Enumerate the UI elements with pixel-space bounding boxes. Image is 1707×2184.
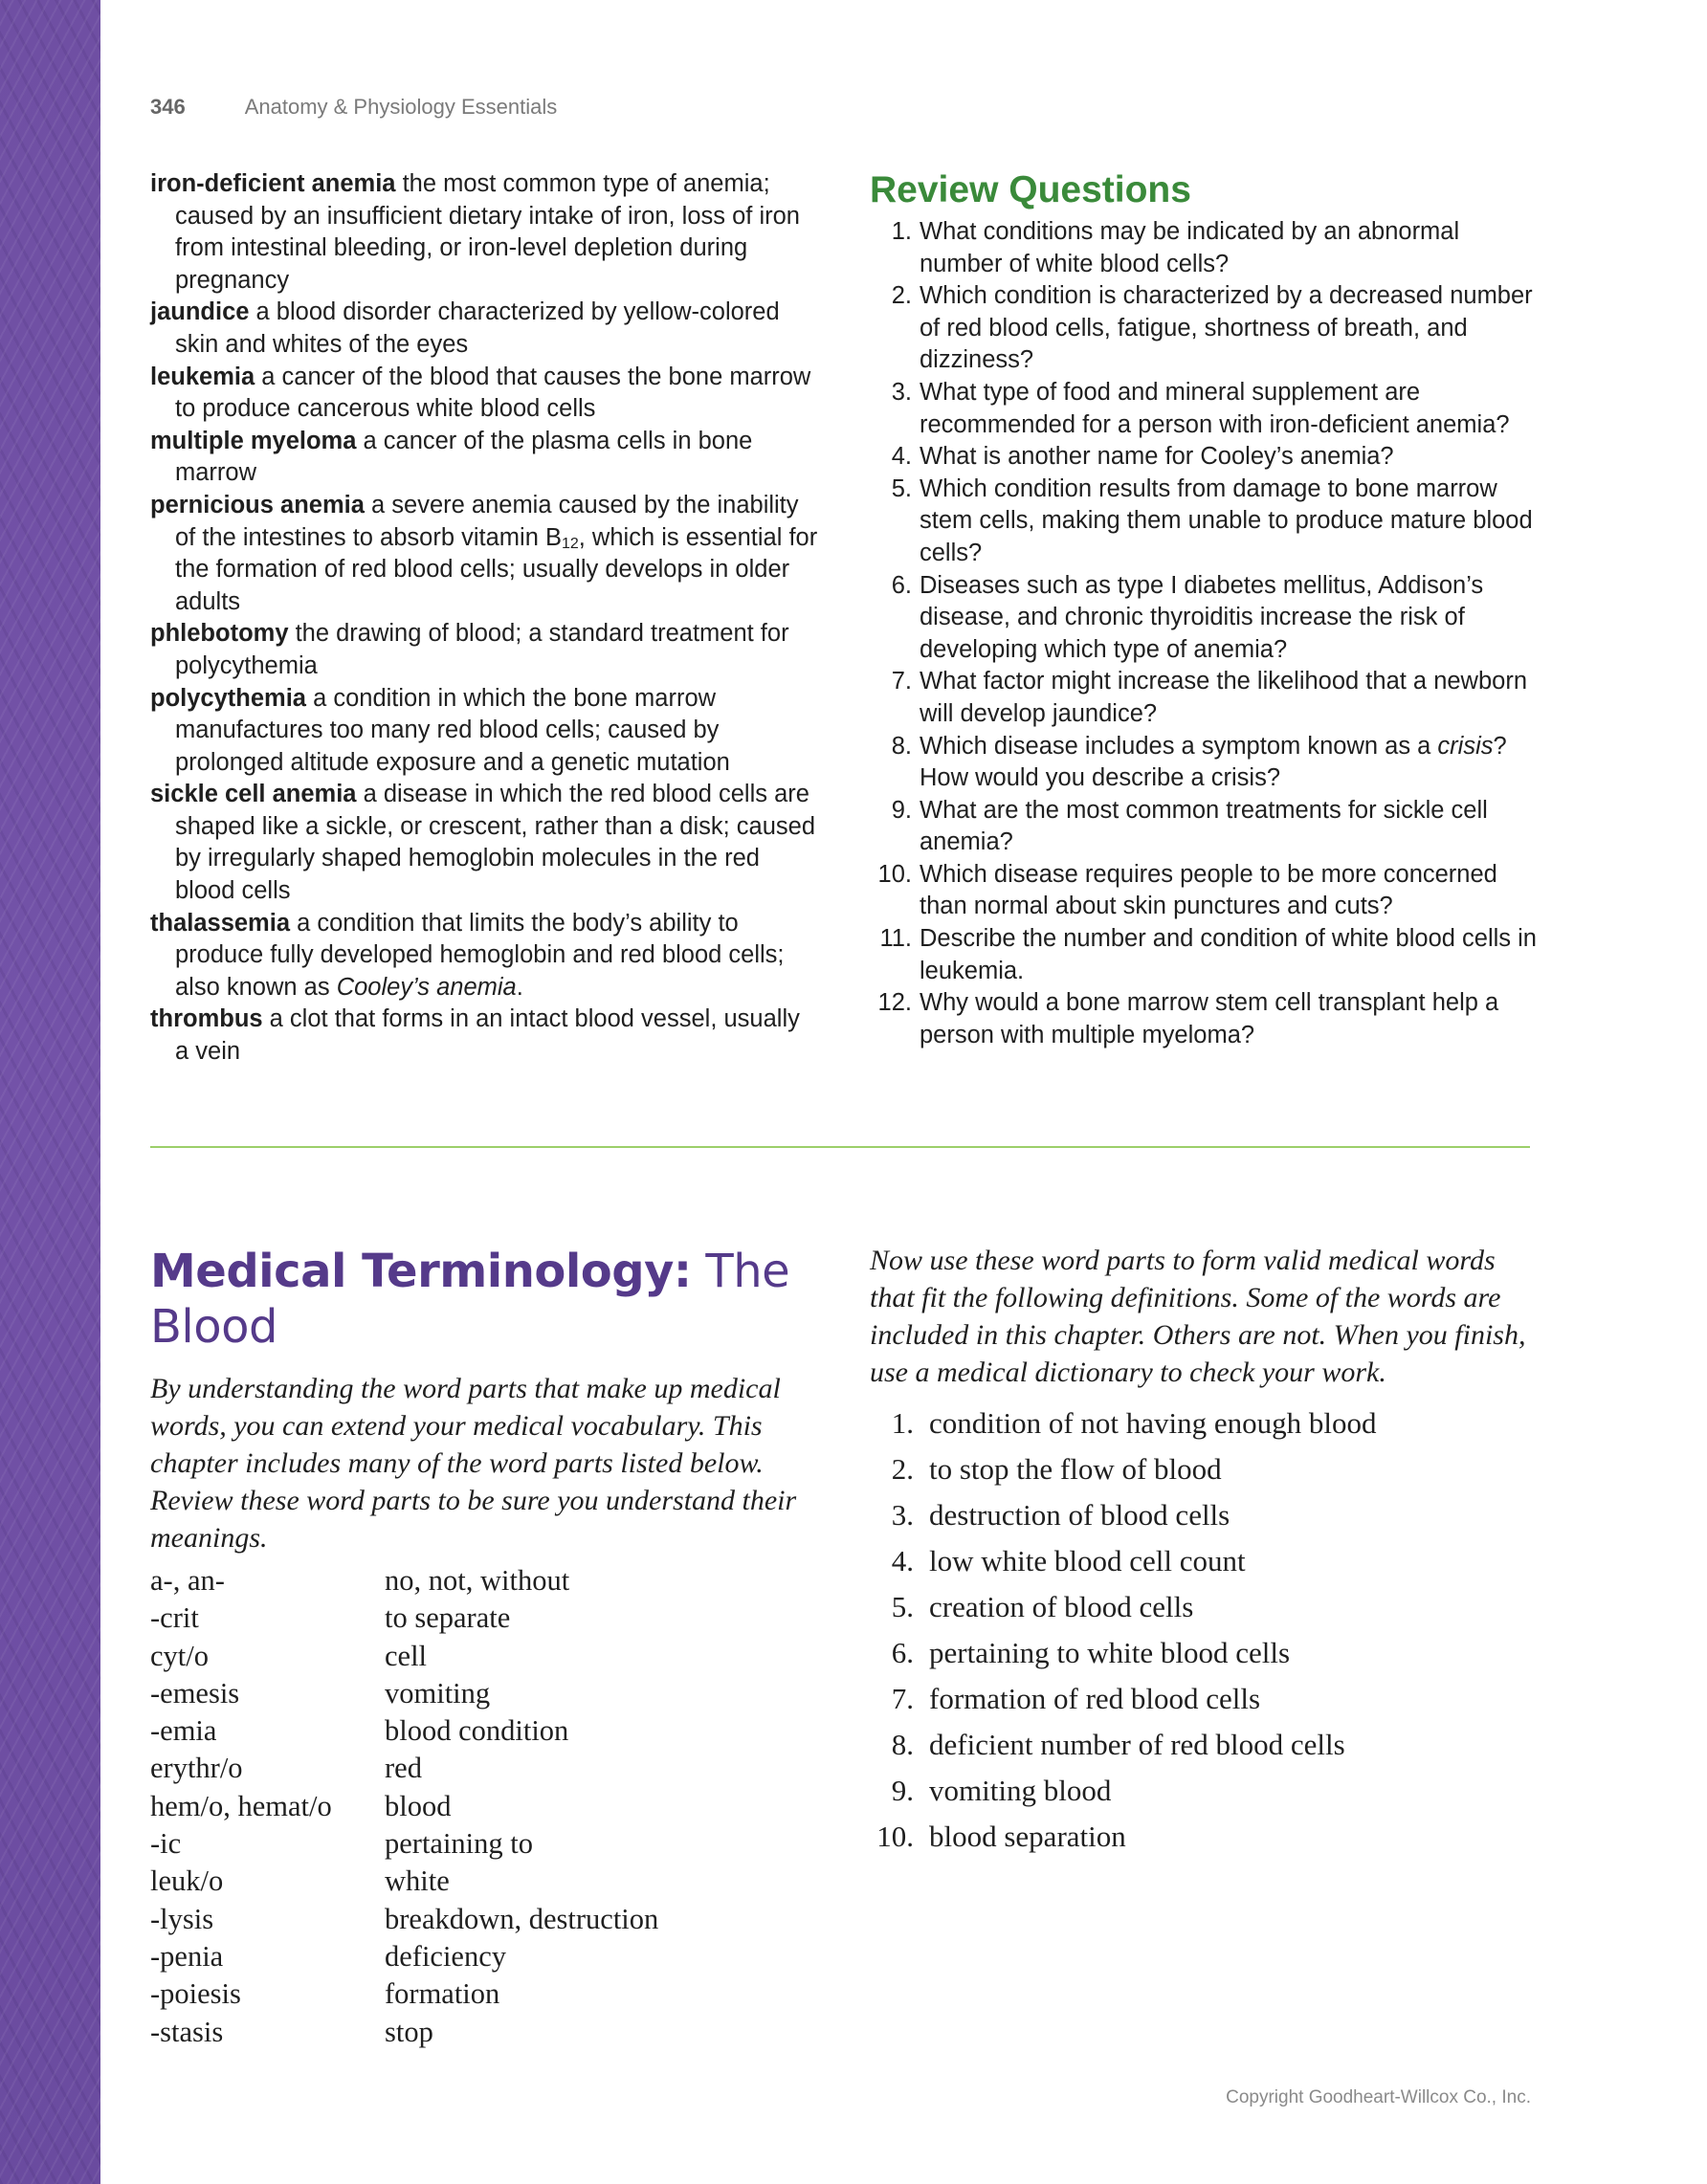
word-part: hem/o, hemat/o [150, 1789, 332, 1822]
word-part-meaning: to separate [385, 1601, 511, 1635]
review-questions-heading: Review Questions [870, 169, 1191, 210]
word-part-row [150, 1901, 839, 1938]
word-part: leuk/o [150, 1864, 224, 1898]
word-part-meaning: blood [385, 1789, 452, 1822]
question-italic-word: crisis [1437, 732, 1494, 760]
word-part-row [150, 1675, 839, 1712]
review-questions-section [870, 168, 1540, 1051]
glossary-definition: a blood disorder characterized by yellow-colored skin and whites of the eyes [175, 298, 780, 358]
glossary-term: jaundice [150, 298, 250, 326]
exercise-item [870, 1401, 1540, 1446]
glossary-entry [150, 683, 820, 780]
exercise-text: creation of blood cells [929, 1590, 1194, 1623]
review-question [870, 795, 1540, 859]
glossary-entry [150, 908, 820, 1004]
medical-terminology-section [150, 1244, 839, 2051]
exercise-number: 4. [891, 1544, 914, 1577]
review-question [870, 859, 1540, 923]
exercise-text: deficient number of red blood cells [929, 1728, 1345, 1761]
question-text-continued: ? How would you describe a crisis? [920, 732, 1507, 792]
question-number: 11. [879, 925, 912, 953]
glossary-definition-continued: , which is essential for the formation of red blood cells; usually develops in older adults [175, 523, 818, 615]
word-part-meaning: cell [385, 1639, 428, 1672]
copyright-notice: Copyright Goodheart-Willcox Co., Inc. [1226, 2087, 1531, 2107]
exercise-item [870, 1584, 1540, 1630]
word-part-meaning: vomiting [385, 1676, 491, 1710]
review-question [870, 474, 1540, 570]
word-part-row [150, 1712, 839, 1750]
word-part: erythr/o [150, 1752, 243, 1785]
question-number: 6. [891, 571, 912, 599]
word-part-row [150, 1599, 839, 1637]
glossary-definition: the drawing of blood; a standard treatment for polycythemia [175, 620, 789, 679]
glossary-term: thalassemia [150, 909, 291, 937]
exercise-item [870, 1768, 1540, 1814]
glossary-entry [150, 1004, 820, 1068]
word-part-meaning: deficiency [385, 1939, 507, 1973]
word-part: a-, an- [150, 1564, 225, 1597]
glossary-definition: a condition that limits the body’s ability to produce fully developed hemoglobin and red blood cells; also known as [175, 909, 785, 1001]
question-text: Which disease requires people to be more concerned than normal about skin punctures and cuts? [920, 860, 1497, 920]
glossary-entry [150, 168, 820, 297]
question-text: What is another name for Cooley’s anemia? [920, 443, 1394, 471]
word-part-row [150, 1825, 839, 1863]
word-part-row [150, 1863, 839, 1900]
heading-light-part: The Blood [150, 1245, 790, 1354]
glossary-italic-term: Cooley’s anemia [336, 973, 517, 1001]
exercise-text: vomiting blood [929, 1774, 1112, 1807]
glossary-term: pernicious anemia [150, 491, 365, 518]
exercise-number: 3. [891, 1498, 914, 1532]
word-part-row [150, 1562, 839, 1599]
exercise-text: to stop the flow of blood [929, 1452, 1222, 1486]
exercise-item [870, 1492, 1540, 1538]
glossary-entry [150, 426, 820, 490]
question-number: 2. [891, 282, 912, 310]
exercise-number: 7. [891, 1682, 914, 1715]
review-question [870, 923, 1540, 987]
word-part: cyt/o [150, 1639, 209, 1672]
glossary-entry [150, 490, 820, 618]
glossary-definition: the most common type of anemia; caused by an insufficient dietary intake of iron, loss of iron from intestinal bleeding, or iron-level depletion during pregnancy [175, 170, 800, 294]
review-question [870, 280, 1540, 377]
review-questions-list [870, 216, 1540, 1051]
word-part-row [150, 1638, 839, 1675]
word-part-meaning: blood condition [385, 1714, 569, 1748]
question-number: 3. [891, 378, 912, 406]
review-question [870, 666, 1540, 730]
exercise-item [870, 1676, 1540, 1722]
glossary-definition: a cancer of the plasma cells in bone marrow [175, 427, 753, 487]
exercise-text: pertaining to white blood cells [929, 1636, 1291, 1669]
question-text: What conditions may be indicated by an abnormal number of white blood cells? [920, 218, 1460, 277]
word-part-meaning: stop [385, 2015, 433, 2048]
glossary-definition: a severe anemia caused by the inability of the intestines to absorb vitamin B [175, 491, 799, 551]
question-number: 12. [877, 989, 912, 1017]
glossary-term: iron-deficient anemia [150, 170, 396, 197]
glossary [150, 168, 820, 1069]
review-question [870, 731, 1540, 795]
word-part: -emia [150, 1714, 217, 1748]
word-part-meaning: no, not, without [385, 1564, 570, 1597]
word-part: -stasis [150, 2015, 224, 2048]
glossary-definition: a clot that forms in an intact blood vessel, usually a vein [175, 1005, 800, 1066]
word-part-row [150, 1750, 839, 1787]
subscript: 12 [561, 535, 579, 552]
word-part: -crit [150, 1601, 199, 1635]
section-divider [150, 1146, 1530, 1148]
glossary-entry [150, 362, 820, 426]
question-text: Which condition results from damage to bone marrow stem cells, making them unable to produce mature blood cells? [920, 474, 1533, 566]
word-part-row [150, 1938, 839, 1975]
question-text: Why would a bone marrow stem cell transplant help a person with multiple myeloma? [920, 989, 1499, 1048]
word-part: -lysis [150, 1902, 214, 1935]
exercise-text: destruction of blood cells [929, 1498, 1230, 1532]
word-part-row [150, 1975, 839, 2013]
glossary-term: polycythemia [150, 684, 306, 712]
word-building-exercise [870, 1242, 1540, 1860]
word-part: -poiesis [150, 1977, 241, 2011]
glossary-term: leukemia [150, 363, 255, 390]
question-number: 8. [891, 732, 912, 760]
exercise-intro: Now use these word parts to form valid medical words that fit the following definitions. Some of the words are included in this chapter. Others are not. When you finish, use a medical dictionary to check your work. [870, 1245, 1526, 1388]
review-question [870, 987, 1540, 1051]
exercise-item [870, 1538, 1540, 1584]
glossary-entry [150, 297, 820, 361]
review-question [870, 570, 1540, 667]
exercise-item [870, 1446, 1540, 1492]
exercise-number: 9. [891, 1774, 914, 1807]
question-text: What factor might increase the likelihood that a newborn will develop jaundice? [920, 668, 1528, 727]
question-number: 7. [891, 668, 912, 695]
question-text: Describe the number and condition of white blood cells in leukemia. [920, 925, 1537, 984]
question-number: 5. [891, 474, 912, 502]
review-question [870, 377, 1540, 441]
exercise-number: 5. [891, 1590, 914, 1623]
exercise-number: 6. [891, 1636, 914, 1669]
exercise-text: formation of red blood cells [929, 1682, 1261, 1715]
exercise-item [870, 1722, 1540, 1768]
exercise-number: 2. [891, 1452, 914, 1486]
word-part: -ic [150, 1827, 182, 1861]
exercise-text: low white blood cell count [929, 1544, 1246, 1577]
word-part: -emesis [150, 1676, 240, 1710]
question-number: 1. [891, 218, 912, 245]
glossary-term: phlebotomy [150, 620, 289, 648]
word-part-meaning: white [385, 1864, 450, 1898]
question-text: What are the most common treatments for sickle cell anemia? [920, 796, 1488, 856]
medical-terminology-heading [150, 1244, 839, 1355]
question-number: 9. [891, 796, 912, 824]
question-text: Which condition is characterized by a decreased number of red blood cells, fatigue, shortness of breath, and dizziness? [920, 282, 1533, 374]
question-text: Diseases such as type I diabetes mellitus, Addison’s disease, and chronic thyroiditis increase the risk of developing which type of anemia? [920, 571, 1484, 663]
page-header [150, 95, 557, 120]
glossary-entry [150, 618, 820, 682]
page-number: 346 [150, 95, 186, 119]
word-part-meaning: pertaining to [385, 1827, 534, 1861]
exercise-list [870, 1401, 1540, 1860]
question-text: What type of food and mineral supplement are recommended for a person with iron-deficient anemia? [920, 378, 1510, 438]
decorative-sidebar [0, 0, 100, 2184]
heading-bold-part: Medical Terminology: [150, 1245, 692, 1298]
question-number: 10. [877, 860, 912, 888]
exercise-number: 8. [891, 1728, 914, 1761]
glossary-definition: a condition in which the bone marrow manufactures too many red blood cells; caused by prolonged altitude exposure and a genetic mutation [175, 684, 730, 776]
terminology-intro: By understanding the word parts that make up medical words, you can extend your medical vocabulary. This chapter includes many of the word parts listed below. Review these word parts to be sure you understand their meanings. [150, 1373, 797, 1554]
exercise-text: blood separation [929, 1820, 1126, 1853]
glossary-definition: a cancer of the blood that causes the bone marrow to produce cancerous white blood cells [175, 363, 811, 423]
glossary-term: sickle cell anemia [150, 781, 357, 808]
word-part-row [150, 2014, 839, 2051]
question-number: 4. [891, 443, 912, 471]
glossary-entry [150, 779, 820, 907]
word-part-row [150, 1788, 839, 1825]
word-part-meaning: breakdown, destruction [385, 1902, 659, 1935]
book-title: Anatomy & Physiology Essentials [244, 95, 558, 119]
exercise-item [870, 1814, 1540, 1860]
glossary-definition: a disease in which the red blood cells are shaped like a sickle, or crescent, rather than a disk; caused by irregularly shaped hemoglobin molecules in the red blood cells [175, 781, 816, 905]
exercise-number: 10. [876, 1820, 914, 1853]
exercise-text: condition of not having enough blood [929, 1406, 1377, 1440]
word-part-meaning: formation [385, 1977, 500, 2011]
glossary-term: multiple myeloma [150, 427, 357, 454]
exercise-number: 1. [891, 1406, 914, 1440]
review-question [870, 216, 1540, 280]
word-parts-table [150, 1562, 839, 2051]
glossary-term: thrombus [150, 1005, 263, 1033]
word-part: -penia [150, 1939, 224, 1973]
question-text: Which disease includes a symptom known as a [920, 732, 1438, 760]
exercise-item [870, 1630, 1540, 1676]
review-question [870, 441, 1540, 474]
word-part-meaning: red [385, 1752, 422, 1785]
glossary-definition-continued: . [516, 973, 523, 1001]
